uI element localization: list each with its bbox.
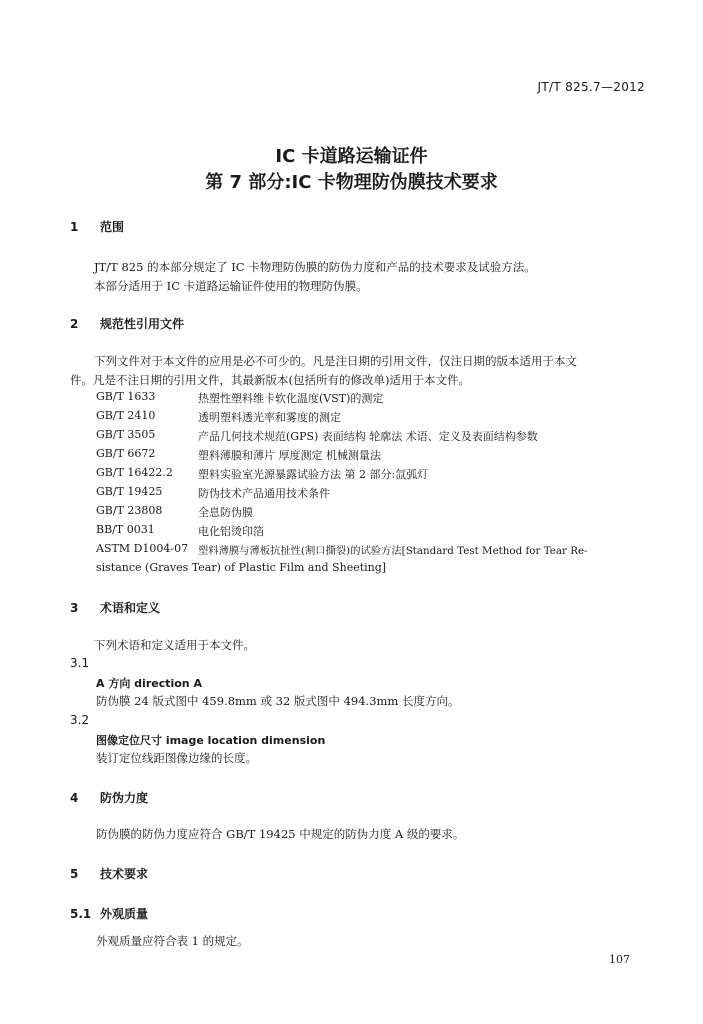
reference-title: 热塑性塑料维卡软化温度(VST)的测定 [198, 392, 384, 405]
section-number: 3 [70, 601, 79, 615]
reference-title: 产品几何技术规范(GPS) 表面结构 轮廓法 术语、定义及表面结构参数 [198, 430, 538, 443]
reference-title: 塑料薄膜和薄片 厚度测定 机械测量法 [198, 449, 381, 462]
term-3-2-number: 3.2 [70, 713, 90, 727]
section-1-paragraph-2: 本部分适用于 IC 卡道路运输证件使用的物理防伪膜。 [94, 279, 368, 293]
section-2-intro-line1: 下列文件对于本文件的应用是必不可少的。凡是注日期的引用文件，仅注日期的版本适用于本文 [94, 354, 577, 368]
section-3-intro: 下列术语和定义适用于本文件。 [94, 638, 255, 652]
reference-code: ASTM D1004-07 [96, 542, 189, 555]
reference-title: 全息防伪膜 [198, 506, 253, 519]
reference-title: 透明塑料透光率和雾度的测定 [198, 411, 341, 424]
term-3-1-definition: 防伪膜 24 版式图中 459.8mm 或 32 版式图中 494.3mm 长度方向。 [96, 694, 460, 708]
section-number: 4 [70, 791, 79, 805]
reference-title: 防伪技术产品通用技术条件 [198, 487, 330, 500]
section-3-heading [70, 599, 160, 616]
reference-code: GB/T 1633 [96, 390, 156, 403]
section-2-heading [70, 315, 184, 332]
section-4-paragraph: 防伪膜的防伪力度应符合 GB/T 19425 中规定的防伪力度 A 级的要求。 [96, 827, 465, 841]
subsection-title: 外观质量 [100, 907, 149, 921]
section-number: 1 [70, 220, 79, 234]
section-title: 规范性引用文件 [100, 317, 185, 331]
section-5-1-paragraph: 外观质量应符合表 1 的规定。 [96, 934, 249, 948]
reference-code: GB/T 19425 [96, 485, 163, 498]
section-1-paragraph-1: JT/T 825 的本部分规定了 IC 卡物理防伪膜的防伪力度和产品的技术要求及试验方法。 [94, 260, 536, 274]
reference-code: BB/T 0031 [96, 523, 155, 536]
reference-code: GB/T 6672 [96, 447, 156, 460]
document-title-line1: IC 卡道路运输证件 [275, 146, 428, 167]
subsection-number: 5.1 [70, 907, 92, 921]
reference-title: 电化铝烫印箔 [198, 525, 264, 538]
term-3-2-title: 图像定位尺寸 image location dimension [96, 734, 326, 747]
reference-title-continued: sistance (Graves Tear) of Plastic Film and Sheeting] [96, 561, 387, 574]
term-3-2-definition: 装订定位线距图像边缘的长度。 [96, 751, 257, 765]
reference-code: GB/T 23808 [96, 504, 163, 517]
page-number: 107 [609, 953, 630, 966]
reference-code: GB/T 2410 [96, 409, 156, 422]
section-title: 技术要求 [100, 867, 149, 881]
reference-title: 塑料薄膜与薄板抗扯性(割口撕裂)的试验方法[Standard Test Method for Tear Re- [198, 545, 588, 557]
section-title: 防伪力度 [100, 791, 149, 805]
reference-title: 塑料实验室光源暴露试验方法 第 2 部分:氙弧灯 [198, 468, 429, 481]
section-2-intro-line2: 件。凡是不注日期的引用文件，其最新版本(包括所有的修改单)适用于本文件。 [70, 373, 470, 387]
standard-code: JT/T 825.7—2012 [537, 80, 645, 94]
reference-code: GB/T 16422.2 [96, 466, 173, 479]
reference-code: GB/T 3505 [96, 428, 156, 441]
section-5-1-heading [70, 905, 148, 922]
document-title-line2: 第 7 部分:IC 卡物理防伪膜技术要求 [205, 172, 498, 193]
section-title: 术语和定义 [100, 601, 161, 615]
section-5-heading [70, 865, 148, 882]
section-number: 5 [70, 867, 79, 881]
section-4-heading [70, 789, 148, 806]
section-1-heading [70, 218, 124, 235]
term-3-1-title: A 方向 direction A [96, 677, 202, 690]
term-3-1-number: 3.1 [70, 656, 90, 670]
section-title: 范围 [100, 220, 125, 234]
section-number: 2 [70, 317, 79, 331]
